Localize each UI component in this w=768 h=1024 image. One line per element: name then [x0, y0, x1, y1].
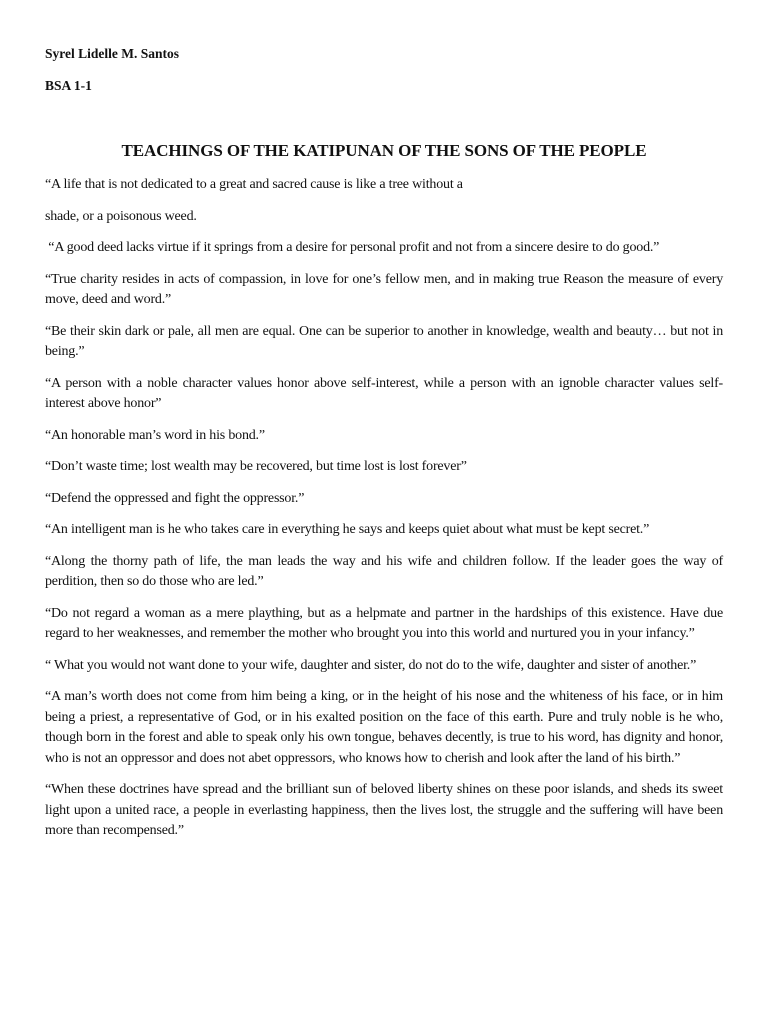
teaching-paragraph: “ What you would not want done to your wife, daughter and sister, do not do to the wife, daughter and sister of another.”: [45, 657, 697, 673]
author-name: Syrel Lidelle M. Santos: [45, 46, 180, 61]
teaching-paragraph: “An honorable man’s word in his bond.”: [45, 427, 265, 443]
teaching-paragraph: “Don’t waste time; lost wealth may be recovered, but time lost is lost forever”: [45, 459, 467, 474]
teaching-paragraph: “An intelligent man is he who takes care in everything he says and keeps quiet about what must be kept secret.”: [45, 522, 650, 537]
teaching-paragraph: “A person with a noble character values honor above self-interest, while a person with an ignoble character values self-interest above honor”: [45, 375, 723, 411]
class-section: BSA 1-1: [45, 78, 92, 93]
teaching-paragraph: shade, or a poisonous weed.: [45, 208, 197, 224]
teaching-paragraph: “A life that is not dedicated to a great and sacred cause is like a tree without a: [45, 177, 463, 192]
teaching-paragraph: “When these doctrines have spread and the brilliant sun of beloved liberty shines on these poor islands, and sheds its sweet light upon a united race, a people in everlasting happiness, then the lives lost, the struggle and the suffering will have been more than recompensed.”: [45, 782, 723, 838]
teaching-paragraph: “A man’s worth does not come from him being a king, or in the height of his nose and the whiteness of his face, or in him being a priest, a representative of God, or in his exalted position on the face of this earth. Pure and truly noble is he who, though born in the forest and able to speak only his own tongue, behaves decently, is true to his word, has dignity and honor, who is not an oppressor and does not abet oppressors, who knows how to cherish and look after the land of his birth.”: [45, 689, 723, 766]
document-body: [45, 175, 723, 853]
teaching-paragraph: “Along the thorny path of life, the man leads the way and his wife and children follow. If the leader goes the way of perdition, then so do those who are led.”: [45, 553, 723, 589]
teaching-paragraph: “True charity resides in acts of compassion, in love for one’s fellow men, and in making true Reason the measure of every move, deed and word.”: [45, 271, 723, 307]
teaching-paragraph: “Do not regard a woman as a mere plaything, but as a helpmate and partner in the hardships of this existence. Have due regard to her weaknesses, and remember the mother who brought you into this world and nurtured you in your infancy.”: [45, 605, 723, 641]
teaching-paragraph: “A good deed lacks virtue if it springs from a desire for personal profit and not from a sincere desire to do good.”: [45, 240, 660, 255]
teaching-paragraph: “Be their skin dark or pale, all men are equal. One can be superior to another in knowledge, wealth and beauty… but not in being.”: [45, 323, 723, 359]
teaching-paragraph: “Defend the oppressed and fight the oppressor.”: [45, 490, 305, 506]
document-title: TEACHINGS OF THE KATIPUNAN OF THE SONS OF THE PEOPLE: [121, 141, 647, 160]
